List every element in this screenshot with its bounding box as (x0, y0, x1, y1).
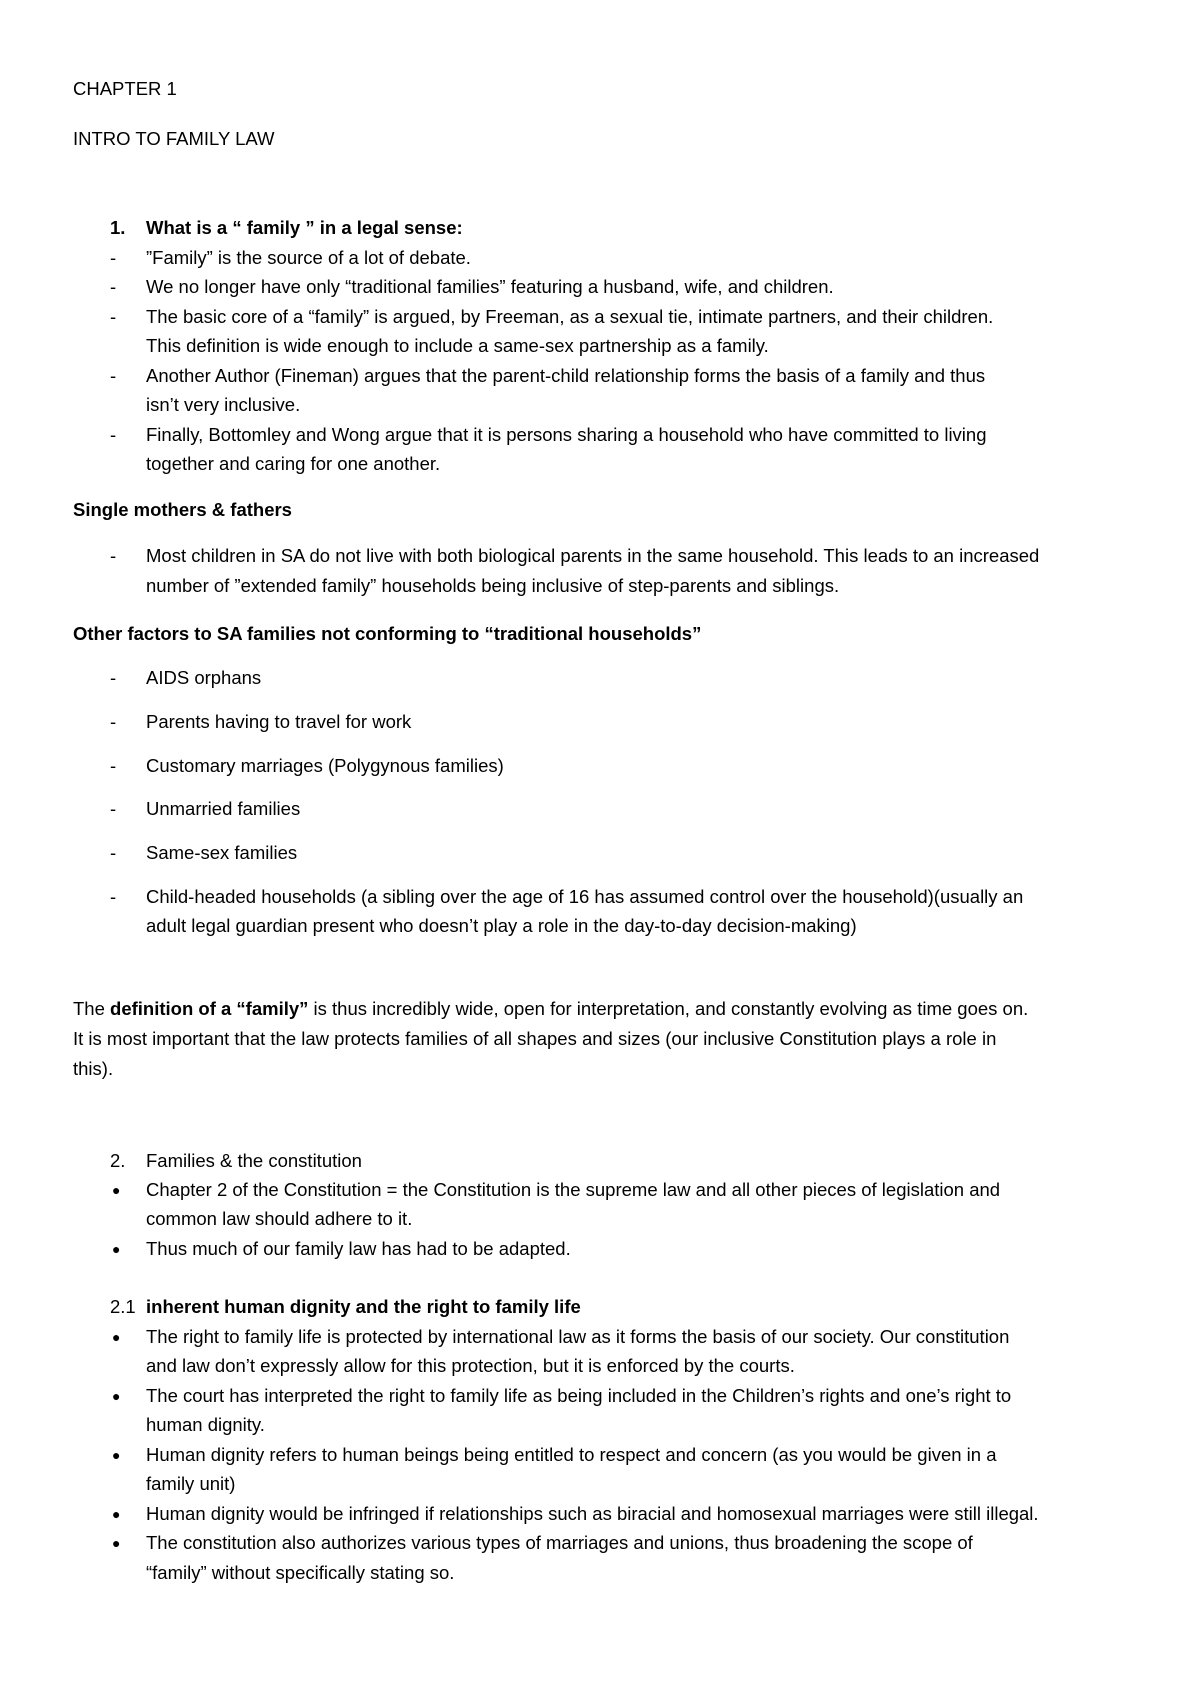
dash-marker: - (110, 755, 117, 776)
list-item-continued: and law don’t expressly allow for this protection, but it is enforced by the courts. (146, 1355, 795, 1376)
list-item: Another Author (Fineman) argues that the parent-child relationship forms the basis of a family and thus (146, 365, 986, 386)
dash-marker: - (110, 365, 117, 386)
section-2-number: 2. (110, 1150, 126, 1171)
section-2-1-heading: inherent human dignity and the right to family life (146, 1296, 581, 1317)
list-item: AIDS orphans (146, 667, 262, 688)
list-item: Human dignity would be infringed if relationships such as biracial and homosexual marriages were still illegal. (146, 1503, 1039, 1524)
definition-bold: definition of a “family” (110, 998, 309, 1019)
dash-marker: - (110, 247, 117, 268)
definition-pre: The (73, 998, 111, 1019)
list-item: Child-headed households (a sibling over the age of 16 has assumed control over the household)(usually an (146, 886, 1024, 907)
list-item: Finally, Bottomley and Wong argue that it is persons sharing a household who have committed to living (146, 424, 987, 445)
list-item: Chapter 2 of the Constitution = the Constitution is the supreme law and all other pieces of legislation and (146, 1179, 1001, 1200)
dash-marker: - (110, 424, 117, 445)
dash-marker: - (110, 306, 117, 327)
dash-marker: - (110, 711, 117, 732)
section-1-heading: What is a “ family ” in a legal sense: (146, 217, 463, 238)
bullet-marker: ● (112, 1329, 121, 1345)
single-parents-heading: Single mothers & fathers (73, 499, 292, 520)
list-item-continued: This definition is wide enough to include a same-sex partnership as a family. (146, 335, 769, 356)
list-item: Unmarried families (146, 798, 301, 819)
chapter-label: CHAPTER 1 (73, 78, 177, 99)
list-item-continued: human dignity. (146, 1414, 265, 1435)
list-item-continued: adult legal guardian present who doesn’t play a role in the day-to-day decision-making) (146, 915, 857, 936)
dash-marker: - (110, 545, 117, 566)
list-item: The right to family life is protected by international law as it forms the basis of our society. Our constitution (146, 1326, 1010, 1347)
definition-paragraph-line-2: It is most important that the law protects families of all shapes and sizes (our inclusive Constitution plays a role in (73, 1028, 997, 1049)
list-item-continued: common law should adhere to it. (146, 1208, 413, 1229)
list-item: Customary marriages (Polygynous families) (146, 755, 504, 776)
list-item-continued: family unit) (146, 1473, 236, 1494)
bullet-marker: ● (112, 1182, 121, 1198)
other-factors-heading: Other factors to SA families not conforming to “traditional households” (73, 623, 702, 644)
definition-paragraph-line-1 (73, 997, 1028, 1021)
list-item: Same-sex families (146, 842, 298, 863)
page-title: INTRO TO FAMILY LAW (73, 128, 275, 149)
list-item-continued: number of ”extended family” households being inclusive of step-parents and siblings. (146, 575, 840, 596)
section-1-number: 1. (110, 217, 126, 238)
dash-marker: - (110, 276, 117, 297)
bullet-marker: ● (112, 1535, 121, 1551)
list-item: Thus much of our family law has had to be adapted. (146, 1238, 571, 1259)
dash-marker: - (110, 886, 117, 907)
dash-marker: - (110, 667, 117, 688)
list-item: Most children in SA do not live with both biological parents in the same household. This leads to an increased (146, 545, 1040, 566)
list-item: We no longer have only “traditional families” featuring a husband, wife, and children. (146, 276, 834, 297)
list-item: The court has interpreted the right to family life as being included in the Children’s rights and one’s right to (146, 1385, 1012, 1406)
list-item: The basic core of a “family” is argued, by Freeman, as a sexual tie, intimate partners, and their children. (146, 306, 994, 327)
definition-paragraph-line-3: this). (73, 1058, 114, 1079)
bullet-marker: ● (112, 1241, 121, 1257)
list-item-continued: “family” without specifically stating so. (146, 1562, 455, 1583)
list-item-continued: isn’t very inclusive. (146, 394, 301, 415)
list-item: Parents having to travel for work (146, 711, 412, 732)
list-item: The constitution also authorizes various types of marriages and unions, thus broadening the scope of (146, 1532, 973, 1553)
list-item-continued: together and caring for one another. (146, 453, 441, 474)
bullet-marker: ● (112, 1506, 121, 1522)
dash-marker: - (110, 842, 117, 863)
list-item: Human dignity refers to human beings being entitled to respect and concern (as you would be given in a (146, 1444, 997, 1465)
section-2-heading: Families & the constitution (146, 1150, 362, 1171)
list-item: ”Family” is the source of a lot of debate. (146, 247, 471, 268)
definition-rest: is thus incredibly wide, open for interpretation, and constantly evolving as time goes on. (308, 998, 1029, 1019)
bullet-marker: ● (112, 1447, 121, 1463)
dash-marker: - (110, 798, 117, 819)
bullet-marker: ● (112, 1388, 121, 1404)
section-2-1-number: 2.1 (110, 1296, 136, 1317)
